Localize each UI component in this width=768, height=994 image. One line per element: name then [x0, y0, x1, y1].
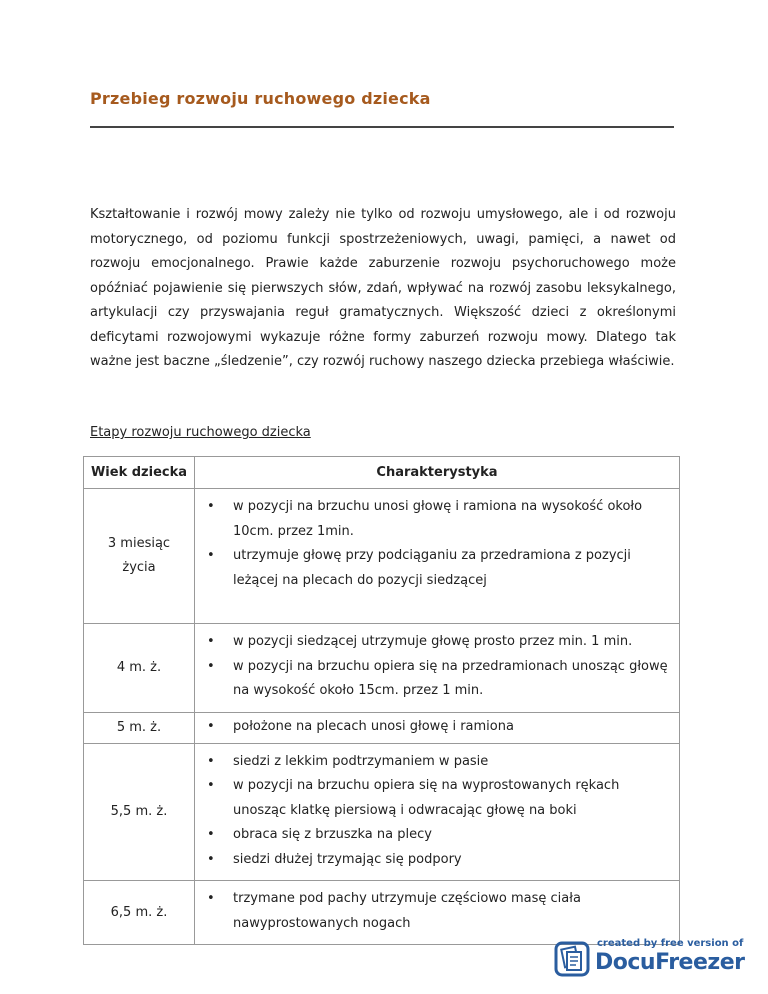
docufreezer-watermark — [553, 936, 748, 981]
age-cell: 4 m. ż. — [84, 624, 195, 713]
list-item: • w pozycji siedzącej utrzymuje głowę prosto przez min. 1 min. — [195, 630, 675, 655]
list-item: • obraca się z brzuszka na plecy — [195, 823, 675, 848]
age-line-1: 3 miesiąc — [107, 536, 171, 551]
characteristics-cell — [195, 881, 680, 945]
development-stages-table — [83, 456, 680, 945]
list-item: • utrzymuje głowę przy podciąganiu za przedramiona z pozycji leżącej na plecach do pozycji siedzącej — [195, 544, 675, 593]
table-row — [84, 743, 680, 881]
page-title: Przebieg rozwoju ruchowego dziecka — [90, 89, 431, 108]
section-heading: Etapy rozwoju ruchowego dziecka — [90, 425, 311, 440]
table-row — [84, 712, 680, 743]
list-item: • siedzi dłużej trzymając się podpory — [195, 848, 675, 873]
table-row — [84, 881, 680, 945]
document-stack-icon — [553, 940, 591, 978]
characteristics-cell — [195, 743, 680, 881]
list-item: • w pozycji na brzuchu opiera się na przedramionach unosząc głowę na wysokość około 15cm. przez 1 min. — [195, 655, 675, 704]
age-cell: 5 m. ż. — [84, 712, 195, 743]
age-line-2: życia — [122, 560, 156, 575]
age-cell: 5,5 m. ż. — [84, 743, 195, 881]
characteristics-cell — [195, 489, 680, 624]
characteristics-cell — [195, 712, 680, 743]
table-header-row — [84, 457, 680, 489]
header-age: Wiek dziecka — [84, 457, 195, 489]
characteristics-cell — [195, 624, 680, 713]
list-item: • siedzi z lekkim podtrzymaniem w pasie — [195, 750, 675, 775]
age-cell — [84, 489, 195, 624]
list-item: • w pozycji na brzuchu opiera się na wyprostowanych rękach unosząc klatkę piersiową i odwracając głowę na boki — [195, 774, 675, 823]
table-row — [84, 489, 680, 624]
table-row — [84, 624, 680, 713]
title-divider — [90, 126, 674, 128]
list-item: • położone na plecach unosi głowę i ramiona — [195, 715, 675, 740]
list-item: • w pozycji na brzuchu unosi głowę i ramiona na wysokość około 10cm. przez 1min. — [195, 495, 675, 544]
intro-paragraph: Kształtowanie i rozwój mowy zależy nie tylko od rozwoju umysłowego, ale i od rozwoju motorycznego, od poziomu funkcji spostrzeżeniowych, uwagi, pamięci, a nawet od rozwoju emocjonalnego. Prawie każde zaburzenie rozwoju psychoruchowego może opóźniać pojawienie się pierwszych słów, zdań, wpływać na rozwój zasobu leksykalnego, artykulacji czy przyswajania reguł gramatycznych. Większość dzieci z określonymi deficytami rozwojowymi wykazuje różne formy zaburzeń rozwoju mowy. Dlatego tak ważne jest baczne „śledzenie”, czy rozwój ruchowy naszego dziecka przebiega właściwie. — [90, 207, 676, 369]
watermark-caption: created by free version of — [597, 938, 744, 949]
list-item: • trzymane pod pachy utrzymuje częściowo masę ciała nawyprostowanych nogach — [195, 887, 675, 936]
header-characteristics: Charakterystyka — [195, 457, 680, 489]
watermark-brand: DocuFreezer — [595, 950, 745, 975]
age-cell: 6,5 m. ż. — [84, 881, 195, 945]
